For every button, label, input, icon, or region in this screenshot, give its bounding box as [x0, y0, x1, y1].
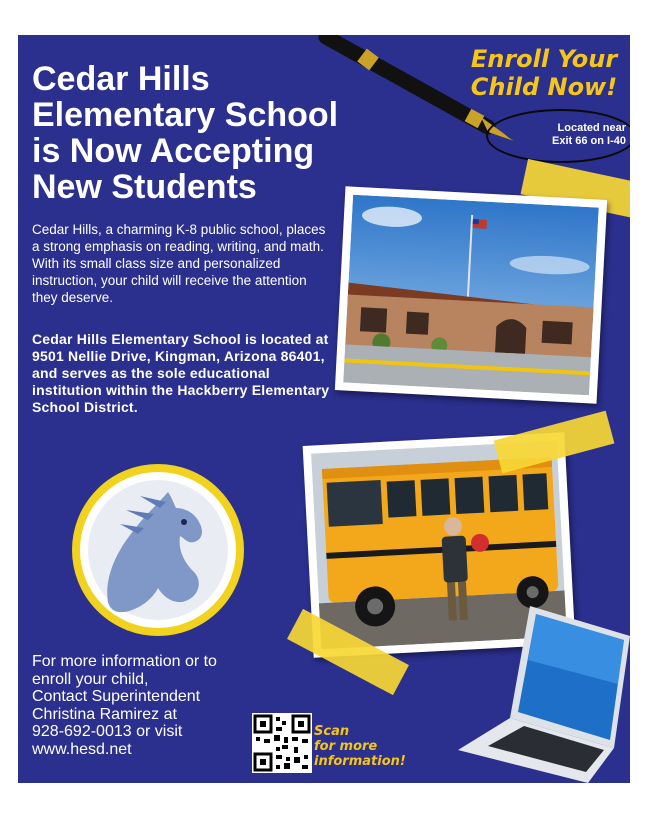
flyer: [18, 35, 630, 783]
contact-line-1: For more information or to: [32, 653, 217, 670]
contact-line-6[interactable]: www.hesd.net: [32, 740, 132, 758]
enroll-callout: [464, 45, 624, 101]
location-note-line-2: Exit 66 on I-40: [552, 135, 626, 147]
scan-line-3: information!: [314, 754, 406, 769]
contact-line-5: 928-692-0013 or visit: [32, 723, 183, 740]
mustang-logo-icon: [68, 460, 248, 640]
contact-line-3: Contact Superintendent: [32, 688, 201, 705]
location-note: [498, 122, 626, 148]
school-photo: [335, 186, 607, 403]
scan-callout: [314, 724, 406, 769]
enroll-line-2: Child Now!: [470, 73, 618, 101]
headline-line-1: Cedar Hills: [32, 60, 210, 98]
headline: [32, 61, 432, 205]
contact-line-4: Christina Ramirez at: [32, 705, 177, 723]
contact-line-2: enroll your child,: [32, 670, 149, 688]
scan-line-1: Scan: [314, 724, 350, 739]
headline-line-3: is Now Accepting: [32, 132, 315, 170]
headline-line-4: New Students: [32, 168, 257, 206]
qr-code-icon: [252, 713, 312, 773]
laptop-icon: [438, 600, 630, 783]
location-note-line-1: Located near: [557, 122, 626, 134]
school-building-icon: [343, 195, 599, 396]
enroll-line-1: Enroll Your: [470, 45, 618, 73]
contact-info: [32, 653, 282, 758]
location-text: Cedar Hills Elementary School is located at 9501 Nellie Drive, Kingman, Arizona 86401, and serves as the sole educational institution within the Hackberry Elementary School District.: [32, 331, 330, 415]
headline-line-2: Elementary School: [32, 96, 339, 134]
qr-code[interactable]: [252, 713, 312, 773]
intro-text: Cedar Hills, a charming K-8 public school, places a strong emphasis on reading, writing, and math. With its small class size and personalized instruction, your child will receive the attention they deserve.: [32, 222, 326, 305]
scan-line-2: for more: [314, 739, 378, 754]
